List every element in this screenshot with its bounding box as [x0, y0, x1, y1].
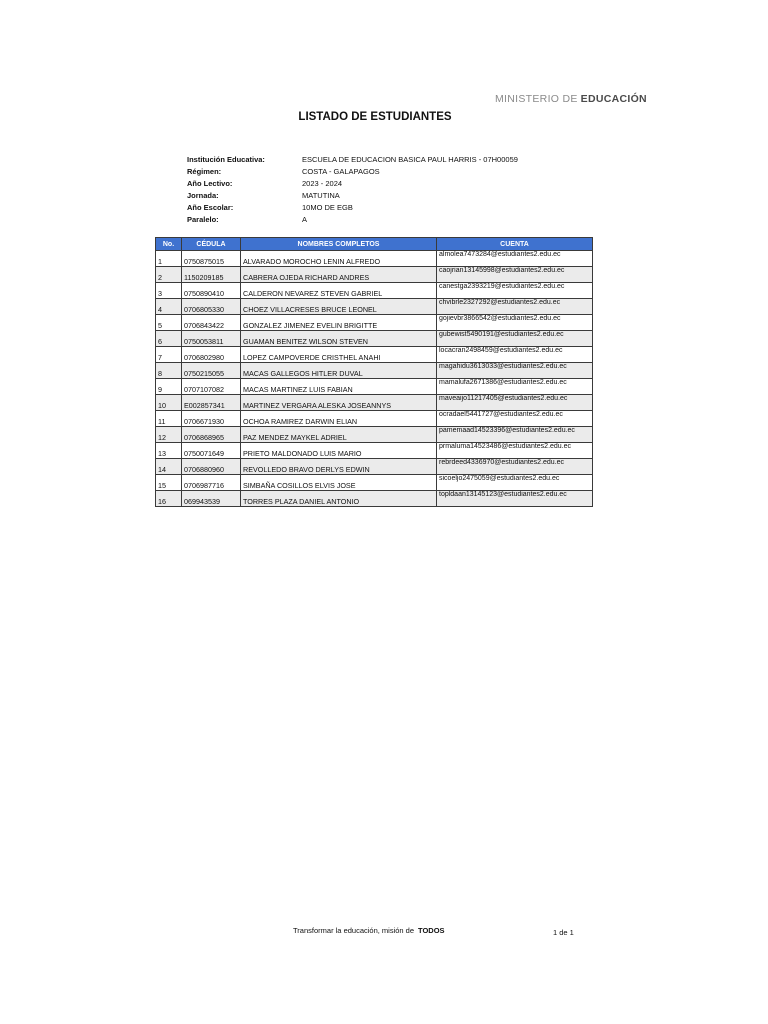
info-label: Jornada: — [187, 190, 219, 200]
cell-no: 12 — [156, 427, 182, 443]
page-title: LISTADO DE ESTUDIANTES — [298, 111, 452, 123]
table-row — [156, 475, 593, 491]
table-row — [156, 283, 593, 299]
info-label: Año Escolar: — [187, 202, 234, 212]
logo-text-light: MINISTERIO DE — [495, 93, 578, 105]
cell-cedula: 0706987716 — [182, 475, 241, 491]
table-row — [156, 299, 593, 315]
cell-no: 9 — [156, 379, 182, 395]
info-row-ano-escolar — [187, 201, 518, 213]
cell-nombre: PRIETO MALDONADO LUIS MARIO — [241, 443, 437, 459]
footer-slogan — [293, 926, 445, 935]
column-header-cedula: CÉDULA — [182, 238, 241, 251]
cell-cedula: 0750071649 — [182, 443, 241, 459]
cell-no: 15 — [156, 475, 182, 491]
cell-cedula: 0750053811 — [182, 331, 241, 347]
cell-cuenta: sicoeljo2475059@estudiantes2.edu.ec — [437, 475, 593, 491]
cell-cuenta: chvibrle2327292@estudiantes2.edu.ec — [437, 299, 593, 315]
info-row-jornada — [187, 189, 518, 201]
table-row — [156, 379, 593, 395]
cell-nombre: CHOEZ VILLACRESES BRUCE LEONEL — [241, 299, 437, 315]
info-value: A — [302, 214, 308, 224]
info-row-institucion — [187, 153, 518, 165]
cell-nombre: CABRERA OJEDA RICHARD ANDRES — [241, 267, 437, 283]
cell-cuenta: pamemaad14523396@estudiantes2.edu.ec — [437, 427, 593, 443]
cell-nombre: TORRES PLAZA DANIEL ANTONIO — [241, 491, 437, 507]
info-value: 2023 - 2024 — [302, 178, 343, 188]
cell-cuenta: mamalufa2671386@estudiantes2.edu.ec — [437, 379, 593, 395]
cell-cuenta: ocradael5441727@estudiantes2.edu.ec — [437, 411, 593, 427]
cell-cuenta: caojrian13145998@estudiantes2.edu.ec — [437, 267, 593, 283]
cell-cedula: 0750890410 — [182, 283, 241, 299]
cell-cedula: 0706805330 — [182, 299, 241, 315]
footer-text: Transformar la educación, misión de — [293, 926, 415, 935]
cell-cuenta: topldaan13145123@estudiantes2.edu.ec — [437, 491, 593, 507]
cell-nombre: OCHOA RAMIREZ DARWIN ELIAN — [241, 411, 437, 427]
table-row — [156, 315, 593, 331]
info-label: Régimen: — [187, 166, 222, 176]
info-row-regimen — [187, 165, 518, 177]
cell-cuenta: gubewist5490191@estudiantes2.edu.ec — [437, 331, 593, 347]
info-value: COSTA - GALAPAGOS — [302, 166, 380, 176]
cell-no: 11 — [156, 411, 182, 427]
cell-nombre: MACAS MARTINEZ LUIS FABIAN — [241, 379, 437, 395]
cell-no: 3 — [156, 283, 182, 299]
cell-cedula: 0706843422 — [182, 315, 241, 331]
footer-emphasis: TODOS — [418, 926, 445, 935]
info-value: MATUTINA — [302, 190, 340, 200]
table-row — [156, 363, 593, 379]
cell-cuenta: prmaluma14523486@estudiantes2.edu.ec — [437, 443, 593, 459]
cell-cedula: 1150209185 — [182, 267, 241, 283]
cell-nombre: MACAS GALLEGOS HITLER DUVAL — [241, 363, 437, 379]
cell-nombre: SIMBAÑA COSILLOS ELVIS JOSE — [241, 475, 437, 491]
info-label: Paralelo: — [187, 214, 219, 224]
cell-cedula: 0706880960 — [182, 459, 241, 475]
cell-no: 8 — [156, 363, 182, 379]
cell-nombre: GUAMAN BENITEZ WILSON STEVEN — [241, 331, 437, 347]
cell-nombre: MARTINEZ VERGARA ALESKA JOSEANNYS — [241, 395, 437, 411]
cell-no: 14 — [156, 459, 182, 475]
table-row — [156, 267, 593, 283]
cell-no: 2 — [156, 267, 182, 283]
cell-nombre: ALVARADO MOROCHO LENIN ALFREDO — [241, 251, 437, 267]
cell-no: 4 — [156, 299, 182, 315]
cell-cedula: E002857341 — [182, 395, 241, 411]
cell-cedula: 0706671930 — [182, 411, 241, 427]
table-row — [156, 251, 593, 267]
info-row-ano-lectivo — [187, 177, 518, 189]
column-header-cuenta: CUENTA — [437, 238, 593, 251]
cell-cedula: 069943539 — [182, 491, 241, 507]
table-row — [156, 443, 593, 459]
cell-nombre: CALDERON NEVAREZ STEVEN GABRIEL — [241, 283, 437, 299]
cell-nombre: LOPEZ CAMPOVERDE CRISTHEL ANAHI — [241, 347, 437, 363]
cell-no: 13 — [156, 443, 182, 459]
table-row — [156, 491, 593, 507]
cell-cedula: 0750875015 — [182, 251, 241, 267]
cell-cuenta: locacran2498459@estudiantes2.edu.ec — [437, 347, 593, 363]
cell-cedula: 0707107082 — [182, 379, 241, 395]
column-header-nombres: NOMBRES COMPLETOS — [241, 238, 437, 251]
info-value: 10MO DE EGB — [302, 202, 353, 212]
info-label: Año Lectivo: — [187, 178, 233, 188]
cell-cedula: 0706868965 — [182, 427, 241, 443]
table-row — [156, 395, 593, 411]
cell-no: 6 — [156, 331, 182, 347]
cell-cuenta: rebrdeed4336970@estudiantes2.edu.ec — [437, 459, 593, 475]
cell-cuenta: maveaijo11217405@estudiantes2.edu.ec — [437, 395, 593, 411]
table-header-row — [156, 238, 593, 251]
table-row — [156, 331, 593, 347]
info-label: Institución Educativa: — [187, 154, 265, 164]
students-table — [155, 237, 593, 507]
page-number: 1 de 1 — [553, 928, 574, 937]
cell-nombre: GONZALEZ JIMENEZ EVELIN BRIGITTE — [241, 315, 437, 331]
cell-nombre: PAZ MENDEZ MAYKEL ADRIEL — [241, 427, 437, 443]
ministry-logo — [495, 93, 647, 105]
cell-cuenta: almolea7473284@estudiantes2.edu.ec — [437, 251, 593, 267]
table-row — [156, 459, 593, 475]
info-row-paralelo — [187, 213, 518, 225]
cell-nombre: REVOLLEDO BRAVO DERLYS EDWIN — [241, 459, 437, 475]
info-value: ESCUELA DE EDUCACION BASICA PAUL HARRIS - 07H00059 — [302, 154, 518, 164]
cell-cedula: 0750215055 — [182, 363, 241, 379]
cell-no: 10 — [156, 395, 182, 411]
cell-no: 1 — [156, 251, 182, 267]
cell-no: 5 — [156, 315, 182, 331]
cell-cuenta: canestga2393219@estudiantes2.edu.ec — [437, 283, 593, 299]
logo-text-bold: EDUCACIÓN — [580, 93, 647, 105]
cell-no: 16 — [156, 491, 182, 507]
cell-cuenta: magahidu3613033@estudiantes2.edu.ec — [437, 363, 593, 379]
institution-info — [187, 153, 518, 225]
cell-no: 7 — [156, 347, 182, 363]
table-row — [156, 347, 593, 363]
cell-cedula: 0706802980 — [182, 347, 241, 363]
table-row — [156, 427, 593, 443]
table-row — [156, 411, 593, 427]
cell-cuenta: gojievbr3866542@estudiantes2.edu.ec — [437, 315, 593, 331]
column-header-no: No. — [156, 238, 182, 251]
